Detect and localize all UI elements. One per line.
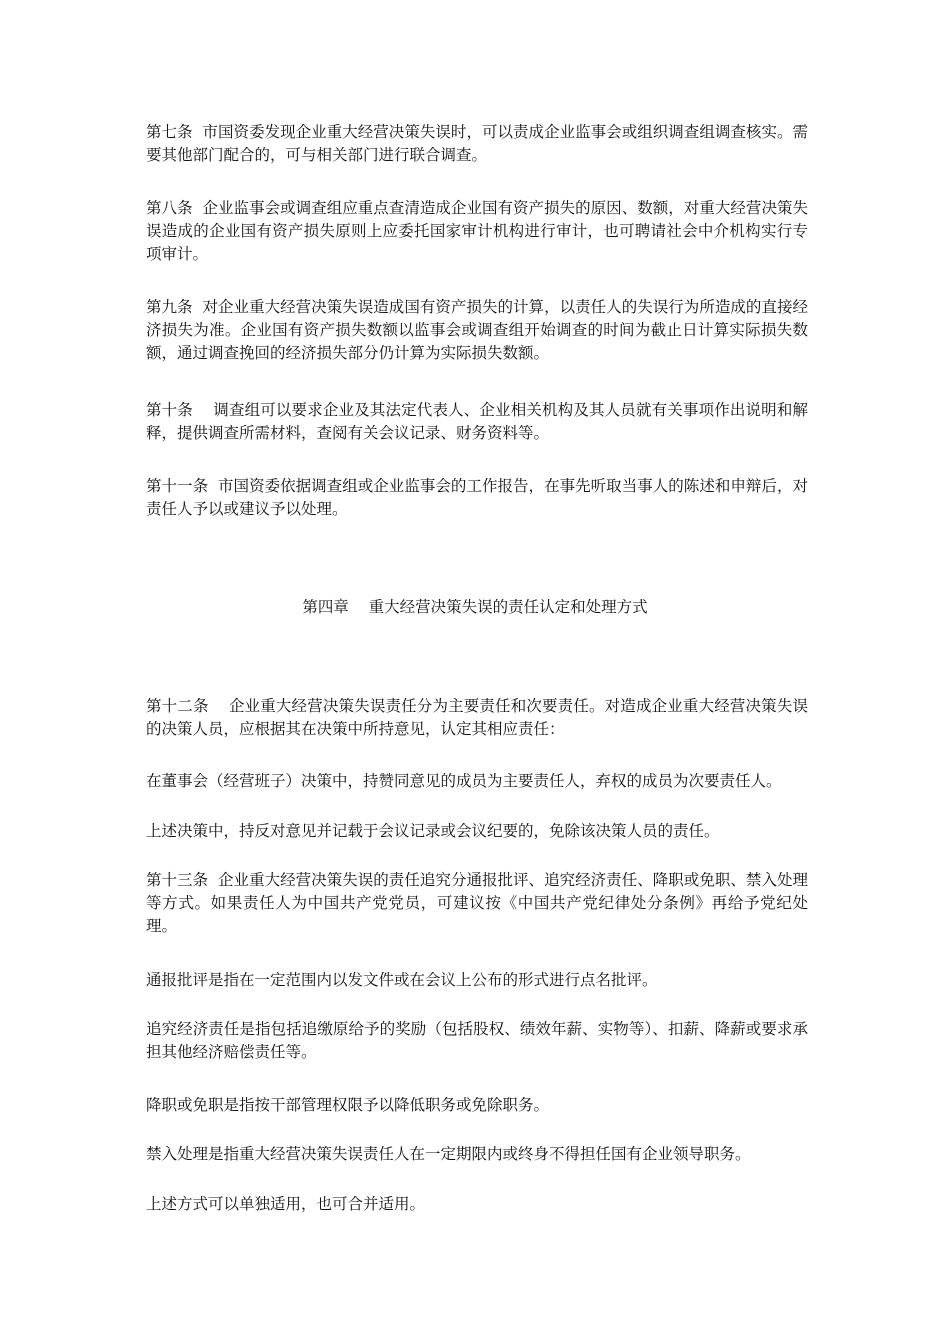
article-10-paragraph: 第十条 调查组可以要求企业及其法定代表人、企业相关机构及其人员就有关事项作出说明和解释，提供调查所需材料，查阅有关会议记录、财务资料等。 bbox=[146, 401, 808, 442]
article-9-paragraph: 第九条 对企业重大经营决策失误造成国有资产损失的计算，以责任人的失误行为所造成的直接经济损失为准。企业国有资产损失数额以监事会或调查组开始调查的时间为截止日计算实际损失数额，通过调查挽回的经济损失部分仍计算为实际损失数额。 bbox=[146, 298, 808, 362]
criticism-paragraph: 通报批评是指在一定范围内以发文件或在会议上公布的形式进行点名批评。 bbox=[146, 971, 658, 989]
demotion-paragraph: 降职或免职是指按干部管理权限予以降低职务或免除职务。 bbox=[146, 1096, 550, 1114]
article-12-paragraph: 第十二条 企业重大经营决策失误责任分为主要责任和次要责任。对造成企业重大经营决策失误的决策人员，应根据其在决策中所持意见，认定其相应责任： bbox=[146, 697, 808, 738]
economic-liability-paragraph: 追究经济责任是指包括追缴原给予的奖励（包括股权、绩效年薪、实物等）、扣薪、降薪或要求承担其他经济赔偿责任等。 bbox=[146, 1020, 808, 1061]
chapter-heading: 第四章 重大经营决策失误的责任认定和处理方式 bbox=[302, 598, 648, 616]
article-13-paragraph: 第十三条 企业重大经营决策失误的责任追究分通报批评、追究经济责任、降职或免职、禁入处理等方式。如果责任人为中国共产党党员，可建议按《中国共产党纪律处分条例》再给予党纪处理。 bbox=[146, 871, 808, 935]
application-paragraph: 上述方式可以单独适用，也可合并适用。 bbox=[146, 1195, 426, 1213]
ban-paragraph: 禁入处理是指重大经营决策失误责任人在一定期限内或终身不得担任国有企业领导职务。 bbox=[146, 1145, 751, 1163]
article-7-paragraph: 第七条 市国资委发现企业重大经营决策失误时，可以责成企业监事会或组织调查组调查核实。需要其他部门配合的，可与相关部门进行联合调查。 bbox=[146, 123, 808, 164]
article-8-paragraph: 第八条 企业监事会或调查组应重点查清造成企业国有资产损失的原因、数额，对重大经营决策失误造成的企业国有资产损失原则上应委托国家审计机构进行审计，也可聘请社会中介机构实行专项审计。 bbox=[146, 199, 808, 263]
exemption-paragraph: 上述决策中，持反对意见并记载于会议记录或会议纪要的，免除该决策人员的责任。 bbox=[146, 822, 720, 840]
article-11-paragraph: 第十一条 市国资委依据调查组或企业监事会的工作报告，在事先听取当事人的陈述和申辩后，对责任人予以或建议予以处理。 bbox=[146, 477, 808, 518]
board-decision-paragraph: 在董事会（经营班子）决策中，持赞同意见的成员为主要责任人，弃权的成员为次要责任人。 bbox=[146, 772, 782, 790]
